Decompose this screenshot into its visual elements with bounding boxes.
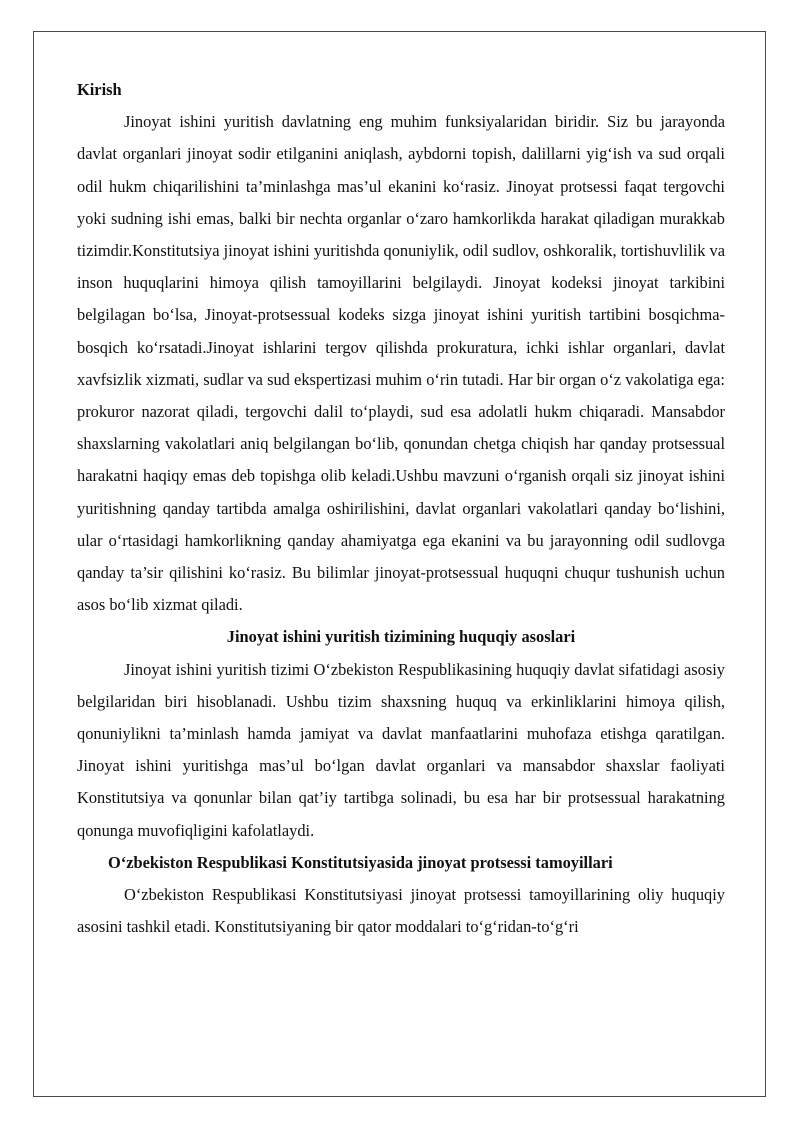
constitution-principles-paragraph: O‘zbekiston Respublikasi Konstitutsiyasi jinoyat protsessi tamoyillarining oliy huquqiy asosini tashkil etadi. Konstitutsiyaning bir qator moddalari to‘g‘ridan-to‘g‘ri: [77, 885, 725, 937]
section-heading-legal-basis: Jinoyat ishini yuritish tizimining huquqiy asoslari: [226, 627, 576, 647]
intro-heading: Kirish: [77, 80, 122, 99]
intro-paragraph: Jinoyat ishini yuritish davlatning eng muhim funksiyalaridan biridir. Siz bu jarayonda davlat organlari jinoyat sodir etilganini aniqlash, aybdorni topish, dalillarni yig‘ish va sud orqali odil hukm chiqarilishini ta’minlashga mas’ul ekanini ko‘rasiz. Jinoyat protsessi faqat tergovchi yoki sudning ishi emas, balki bir nechta organlar o‘zaro hamkorlikda harakat qiladigan murakkab tizimdir.Konstitutsiya jinoyat ishini yuritishda qonuniylik, odil sudlov, oshkoralik, tortishuvlilik va inson huquqlarini himoya qilish tamoyillarini belgilaydi. Jinoyat kodeksi jinoyat tarkibini belgilagan bo‘lsa, Jinoyat-protsessual kodeks sizga jinoyat ishini yuritish tartibini bosqichma-bosqich ko‘rsatadi.Jinoyat ishlarini tergov qilishda prokuratura, ichki ishlar organlari, davlat xavfsizlik xizmati, sudlar va sud ekspertizasi muhim o‘rin tutadi. Har bir organ o‘z vakolatiga ega: prokuror nazorat qiladi, tergovchi dalil to‘playdi, sud esa adolatli hukm chiqaradi. Mansabdor shaxslarning vakolatlari aniq belgilangan bo‘lib, qonundan chetga chiqish har qanday protsessual harakatni haqiqy emas deb topishga olib keladi.Ushbu mavzuni o‘rganish orqali siz jinoyat ishini yuritishning qanday tartibda amalga oshirilishini, davlat organlari vakolatlari qanday bo‘lishini, ular o‘rtasidagi hamkorlikning qanday ahamiyatga ega ekanini va bu jarayonning odil sudlovga qanday ta’sir qilishini ko‘rasiz. Bu bilimlar jinoyat-protsessual huquqni chuqur tushunish uchun asos bo‘lib xizmat qiladi.: [77, 112, 725, 615]
section-heading-constitution-principles: O‘zbekiston Respublikasi Konstitutsiyasida jinoyat protsessi tamoyillari: [108, 852, 613, 872]
legal-basis-paragraph: Jinoyat ishini yuritish tizimi O‘zbekiston Respublikasining huquqiy davlat sifatidagi asosiy belgilaridan biri hisoblanadi. Ushbu tizim shaxsning huquq va erkinliklarini himoya qilish, qonuniylikni ta’minlash hamda jamiyat va davlat manfaatlarini muhofaza etishga qaratilgan. Jinoyat ishini yuritishga mas’ul bo‘lgan davlat organlari va mansabdor shaxslar faoliyati Konstitutsiya va qonunlar bilan qat’iy tartibga solinadi, bu esa har bir protsessual harakatning qonunga muvofiqligini kafolatlaydi.: [77, 659, 725, 840]
document-body: [77, 74, 725, 943]
